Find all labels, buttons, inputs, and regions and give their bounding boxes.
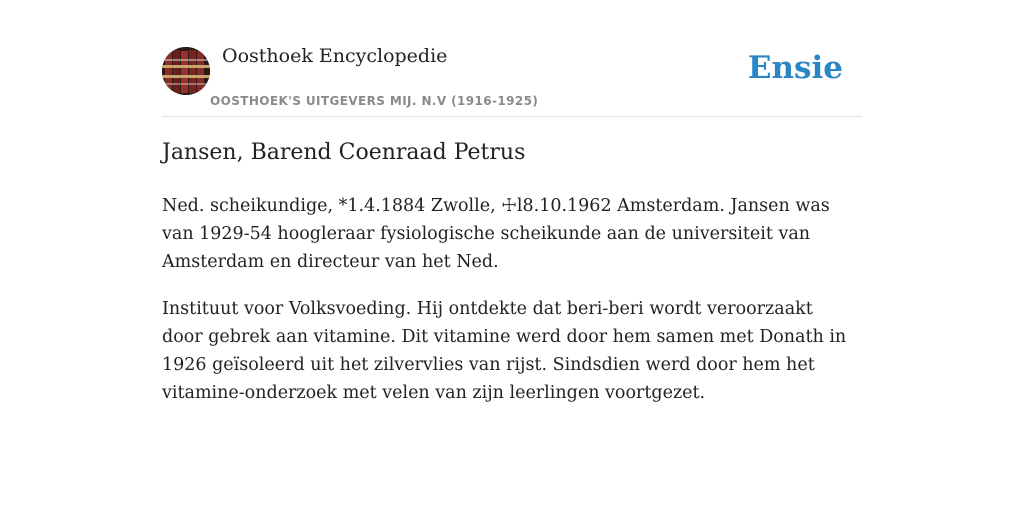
- source-title-link[interactable]: Oosthoek Encyclopedie: [222, 45, 448, 67]
- ensie-logo[interactable]: Ensie: [747, 50, 843, 86]
- entry-paragraph: Ned. scheikundige, *1.4.1884 Zwolle, ☩l8.10.1962 Amsterdam. Jansen was van 1929-54 hoogleraar fysiologische scheikunde aan de universiteit van Amsterdam en directeur van het Ned.: [162, 196, 830, 272]
- publisher-label: OOSTHOEK'S UITGEVERS MIJ. N.V (1916-1925): [210, 94, 539, 108]
- entry-card: [162, 0, 862, 512]
- entry-title: Jansen, Barend Coenraad Petrus: [162, 140, 526, 165]
- entry-paragraph: Instituut voor Volksvoeding. Hij ontdekte dat beri-beri wordt veroorzaakt door gebrek aan vitamine. Dit vitamine werd door hem samen met Donath in 1926 geïsoleerd uit het zilvervlies van rijst. Sindsdien werd door hem het vitamine-onderzoek met velen van zijn leerlingen voortgezet.: [162, 299, 847, 403]
- source-header: [162, 0, 862, 117]
- encyclopedia-books-icon[interactable]: [162, 47, 210, 95]
